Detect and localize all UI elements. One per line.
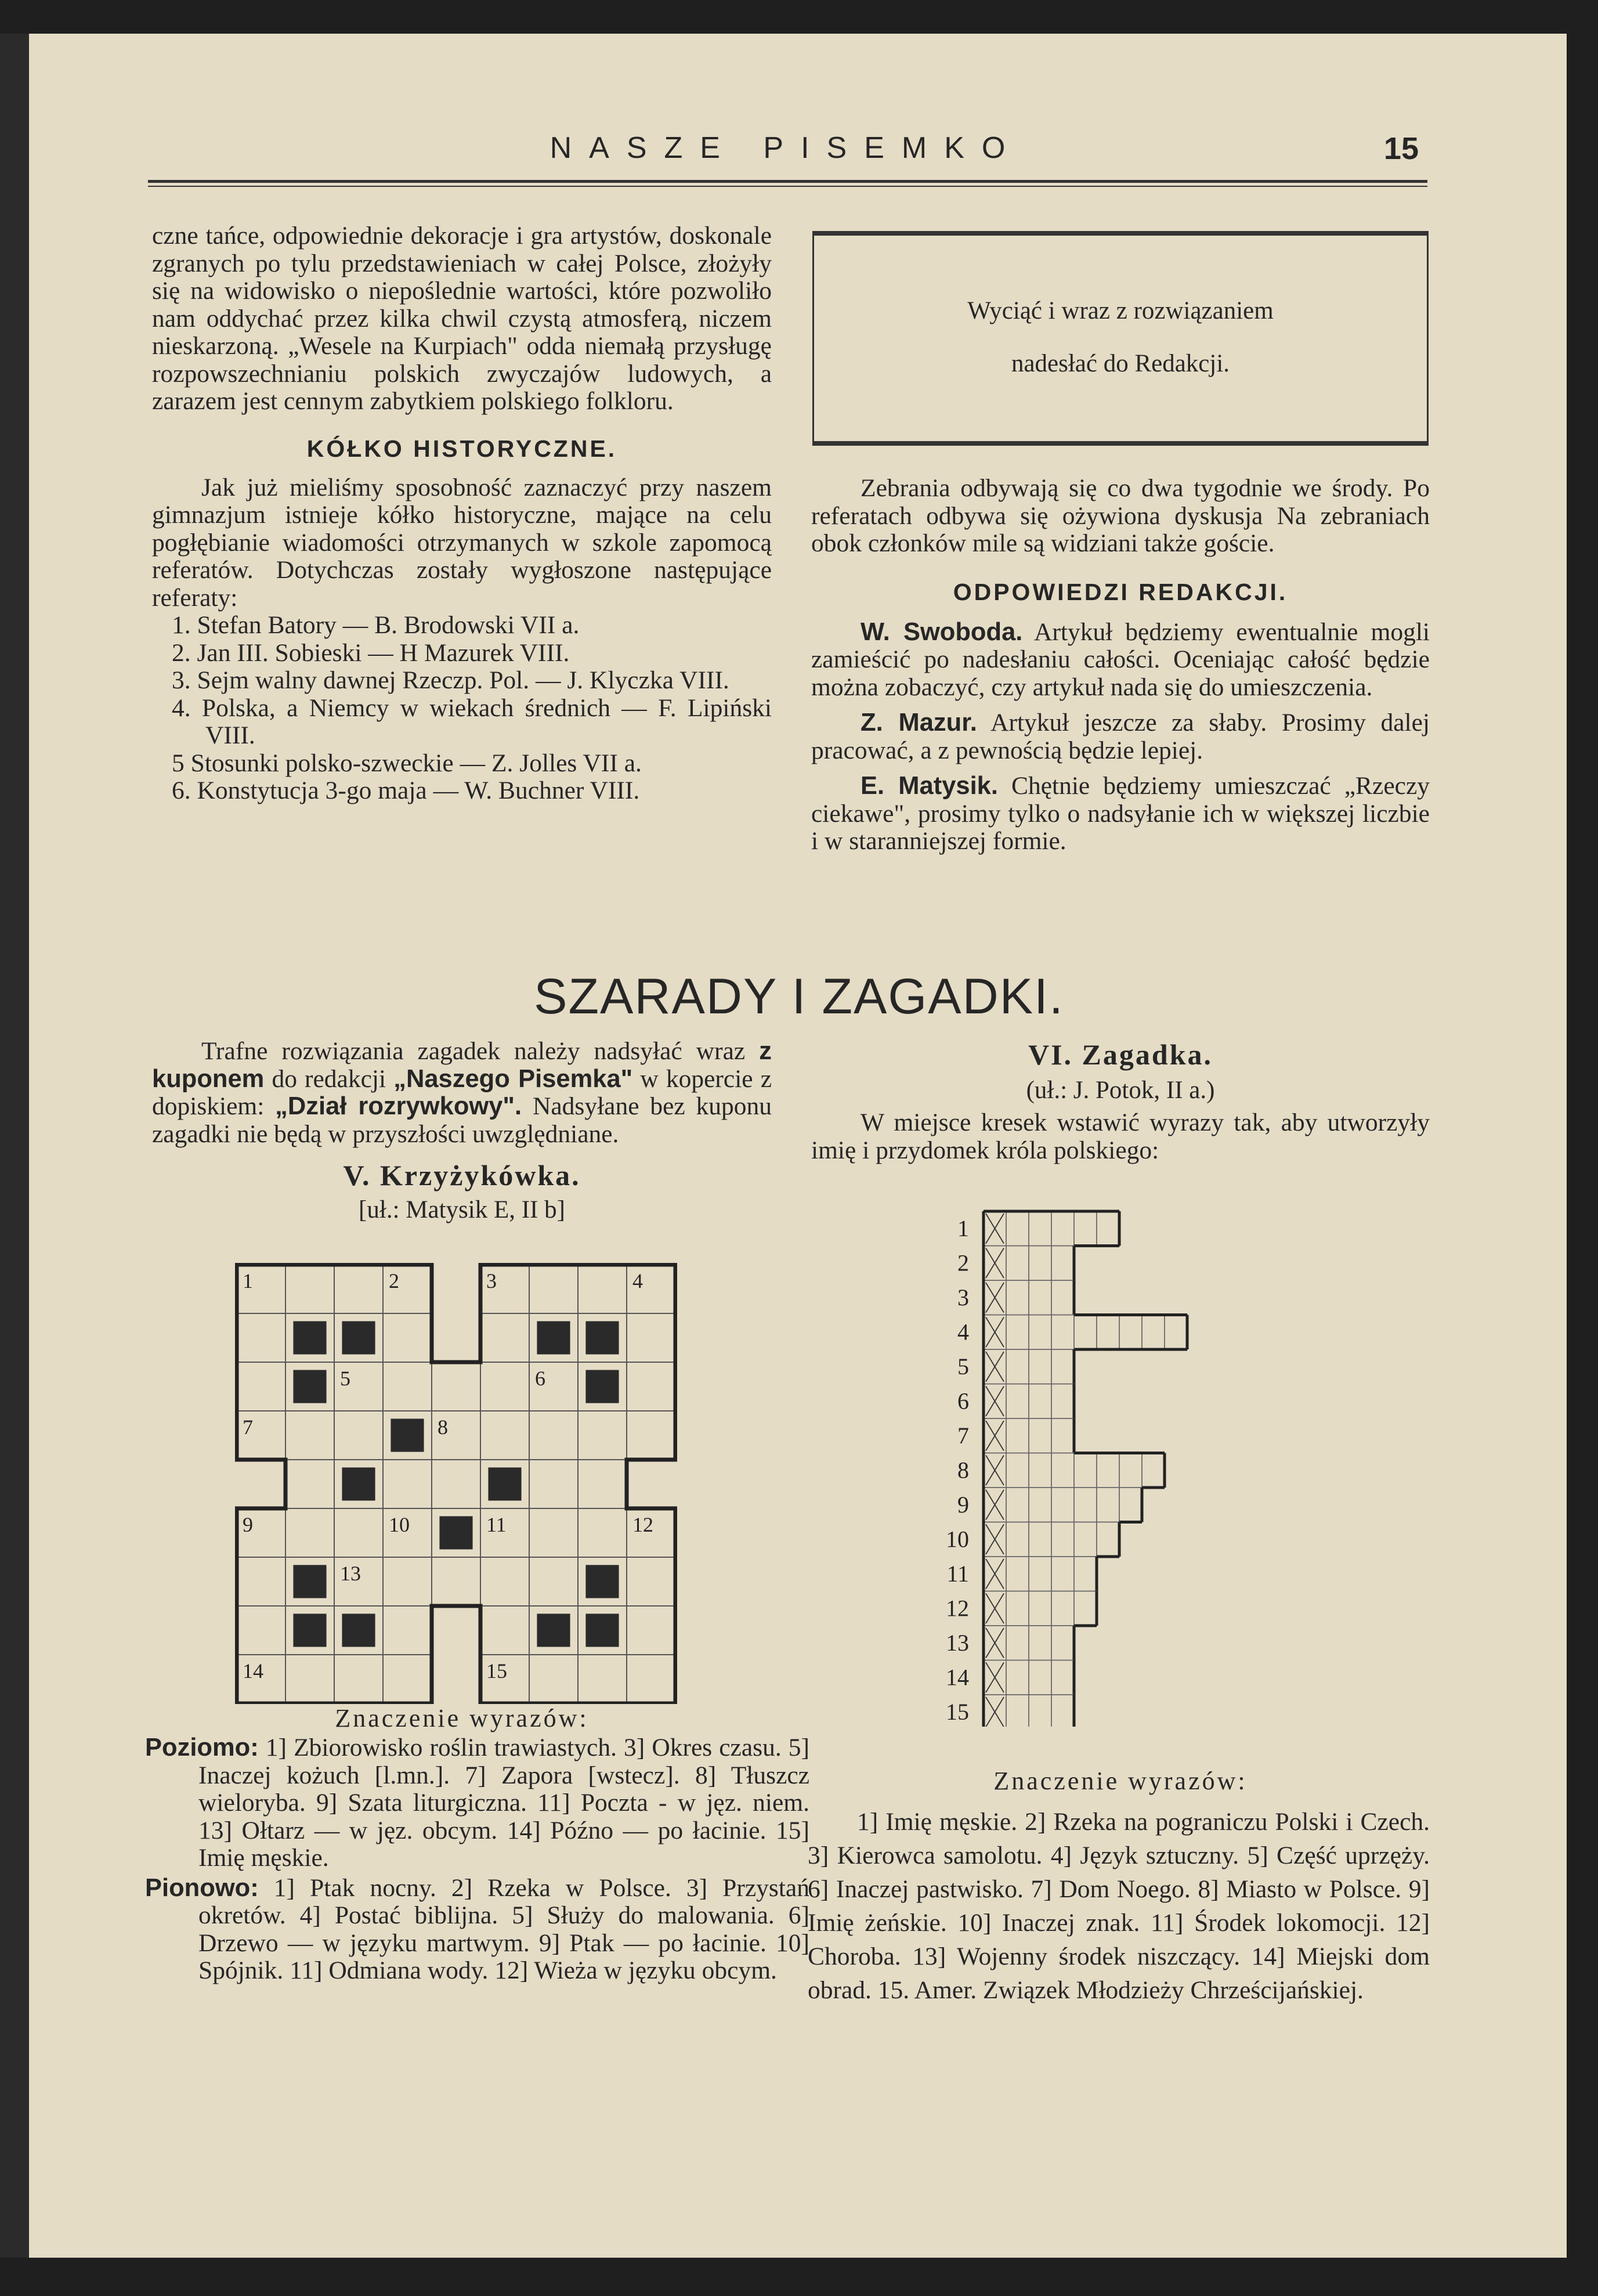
riddle-row-number: 12 [946, 1595, 969, 1622]
riddle-row-number: 13 [946, 1629, 969, 1656]
crossword-cell [627, 1655, 675, 1703]
black-square [537, 1613, 570, 1647]
crossword-cell [334, 1655, 383, 1703]
crossword-number: 6 [535, 1367, 545, 1390]
riddle-cell [1051, 1280, 1074, 1315]
black-square [585, 1321, 619, 1354]
page-number: 15 [1383, 131, 1419, 166]
riddle-cell [1029, 1522, 1051, 1557]
crossword-cell [432, 1362, 480, 1411]
riddle-row-number: 7 [957, 1422, 969, 1449]
riddle-cell [1029, 1557, 1051, 1591]
riddle-cell [1006, 1280, 1029, 1315]
crossword-cell [578, 1411, 627, 1460]
crossword-cell [529, 1508, 578, 1557]
riddle-cell [1051, 1557, 1074, 1591]
crossword-cell [480, 1313, 529, 1362]
crossword-cell [237, 1362, 285, 1411]
riddle-meanings [808, 1805, 1430, 2007]
crossword-meaning-title: Znaczenie wyrazów: [335, 1704, 589, 1732]
riddle-cell [1142, 1453, 1165, 1488]
riddle-cell [1074, 1315, 1097, 1350]
riddle-cell [1006, 1695, 1029, 1727]
riddle-cell [1051, 1522, 1074, 1557]
crossword-cell [627, 1411, 675, 1460]
riddle-row-number: 15 [946, 1698, 969, 1725]
riddle-cell [1029, 1246, 1051, 1281]
book-spine [0, 34, 29, 2258]
left-column-top [152, 222, 772, 805]
riddle-row-number: 10 [946, 1526, 969, 1553]
riddle-cell [1051, 1453, 1074, 1488]
zebrania-paragraph: Zebrania odbywają się co dwa tygodnie we środy. Po referatach odbywa się ożywiona dyskusja Na zebraniach obok członków mile są widziani także goście. [811, 474, 1430, 557]
riddle-cell [1165, 1315, 1187, 1350]
riddle-cell [1074, 1488, 1097, 1522]
riddle-cell [1097, 1488, 1119, 1522]
riddle-cell [1029, 1349, 1051, 1384]
riddle-cell [1029, 1626, 1051, 1660]
crossword-number: 12 [632, 1513, 653, 1536]
riddle-cell [1029, 1384, 1051, 1419]
kolko-heading: KÓŁKO HISTORYCZNE. [306, 435, 617, 462]
riddle-cell [1119, 1315, 1142, 1350]
crossword-cell [480, 1362, 529, 1411]
crossword-number: 8 [438, 1416, 448, 1439]
riddle-row-number: 5 [957, 1353, 969, 1380]
riddle-cell [1029, 1453, 1051, 1488]
black-square [585, 1565, 619, 1598]
black-square [342, 1613, 375, 1647]
crossword-cell [529, 1411, 578, 1460]
riddle-cell [1051, 1418, 1074, 1453]
riddle-cell [1006, 1626, 1029, 1660]
riddle-title: VI. Zagadka. [1028, 1038, 1213, 1071]
riddle-author: (uł.: J. Potok, II a.) [1026, 1077, 1215, 1104]
riddle-cell [1051, 1695, 1074, 1727]
riddle-cell [1097, 1315, 1119, 1350]
riddle-cell [1006, 1418, 1029, 1453]
riddle-cell [1142, 1315, 1165, 1350]
crossword-number: 3 [486, 1269, 497, 1293]
answer-item: W. Swoboda. Artykuł będziemy ewentualnie mogli zamieścić po nadesłaniu całości. Oceniając całość będzie można zobaczyć, czy artykuł nada się do umieszczenia. [811, 618, 1430, 701]
riddle-cell [1051, 1660, 1074, 1695]
riddle-cell [1051, 1488, 1074, 1522]
crossword-number: 2 [389, 1269, 399, 1293]
crossword-cell [334, 1411, 383, 1460]
crossword-cell [480, 1557, 529, 1606]
riddle-cell [1006, 1211, 1029, 1246]
riddle-cell [1006, 1591, 1029, 1626]
list-item: 6. Konstytucja 3-go maja — W. Buchner VIII. [172, 777, 640, 804]
riddle-cell [1119, 1453, 1142, 1488]
riddle-cell [1006, 1246, 1029, 1281]
crossword-cell [334, 1508, 383, 1557]
riddle-cell [1029, 1315, 1051, 1350]
crossword-cell [237, 1313, 285, 1362]
crossword-number: 10 [389, 1513, 410, 1536]
riddle-cell [1029, 1591, 1051, 1626]
crossword-cell [529, 1265, 578, 1313]
riddle-cell [1006, 1349, 1029, 1384]
answer-item: E. Matysik. Chętnie będziemy umieszczać „Rzeczy ciekawe", prosimy tylko o nadsyłanie ich w większej liczbie i w staranniejszej formie. [811, 772, 1430, 855]
riddle-cell [1029, 1211, 1051, 1246]
riddle-cell [1029, 1280, 1051, 1315]
crossword-cell [480, 1606, 529, 1655]
list-item: 5 Stosunki polsko-szweckie — Z. Jolles VII a. [172, 749, 642, 777]
crossword-cell [480, 1411, 529, 1460]
riddle-cell [1097, 1453, 1119, 1488]
riddle-cell [1097, 1522, 1119, 1557]
riddle-row-number: 1 [957, 1215, 969, 1241]
crossword-cell [383, 1460, 432, 1508]
crossword-number: 13 [340, 1562, 361, 1585]
riddle-row-number: 4 [957, 1319, 969, 1345]
crossword-number: 9 [243, 1513, 253, 1536]
crossword-cell [529, 1557, 578, 1606]
riddle-row-number: 3 [957, 1284, 969, 1311]
riddle-cell [1051, 1384, 1074, 1419]
riddle-instruction: W miejsce kresek wstawić wyrazy tak, aby utworzyły imię i przydomek króla polskiego: [811, 1109, 1430, 1164]
riddle-cell [1029, 1418, 1051, 1453]
crossword-cell [383, 1557, 432, 1606]
crossword-cell [237, 1606, 285, 1655]
cut-box-line-1: Wyciąć i wraz z rozwiązaniem [967, 297, 1274, 324]
riddle-row-number: 11 [946, 1560, 969, 1587]
list-item: 1. Stefan Batory — B. Brodowski VII a. [172, 611, 580, 639]
crossword-cell [237, 1557, 285, 1606]
crossword-cell [578, 1265, 627, 1313]
crossword-number: 1 [243, 1269, 253, 1293]
crossword-cell [627, 1313, 675, 1362]
riddle-cell [1029, 1695, 1051, 1727]
crossword-cell [627, 1362, 675, 1411]
riddle-cell [1029, 1488, 1051, 1522]
riddle-cell [1119, 1488, 1142, 1522]
crossword-number: 7 [243, 1416, 253, 1439]
crossword-cell [285, 1411, 334, 1460]
crossword-cell [383, 1313, 432, 1362]
riddle-row-number: 14 [946, 1664, 969, 1691]
crossword-cell [432, 1557, 480, 1606]
riddle-cell [1074, 1453, 1097, 1488]
crossword-number: 14 [243, 1659, 263, 1683]
crossword-cell [529, 1460, 578, 1508]
riddle-cell [1051, 1626, 1074, 1660]
header-rule [148, 180, 1427, 183]
black-square [342, 1321, 375, 1354]
page-header [148, 131, 1425, 165]
list-item: 3. Sejm walny dawnej Rzeczp. Pol. — J. Klyczka VIII. [172, 666, 729, 694]
crossword-cell [383, 1362, 432, 1411]
black-square [488, 1467, 521, 1500]
crossword-cell [432, 1460, 480, 1508]
black-square [585, 1370, 619, 1403]
riddle-cell [1051, 1349, 1074, 1384]
crossword-cell [578, 1508, 627, 1557]
riddle-cell [1074, 1591, 1097, 1626]
riddle-cell [1006, 1315, 1029, 1350]
riddle-cell [1006, 1660, 1029, 1695]
black-square [293, 1321, 326, 1354]
poziomo-clues: Poziomo: 1] Zbiorowisko roślin trawiastych. 3] Okres czasu. 5] Inaczej kożuch [l.mn.]. 7] Zapora [wstecz]. 8] Tłuszcz wieloryba. 9] Szata liturgiczna. 11] Poczta - w jęz. niem. 13] Ołtarz — w jęz. obcym. 14] Późno — po łacinie. 15] Imię męskie. [145, 1734, 810, 1872]
riddle-cell [1051, 1315, 1074, 1350]
crossword-author: [uł.: Matysik E, II b] [359, 1196, 565, 1223]
crossword-number: 5 [340, 1367, 350, 1390]
riddle-cell [1051, 1211, 1074, 1246]
riddle-cell [1074, 1522, 1097, 1557]
crossword-number: 15 [486, 1659, 507, 1683]
riddle-cell [1006, 1557, 1029, 1591]
black-square [342, 1467, 375, 1500]
cut-box-line-2: nadesłać do Redakcji. [1011, 350, 1230, 377]
riddle-cell [1006, 1522, 1029, 1557]
riddle-row-number: 8 [957, 1457, 969, 1483]
crossword-title: V. Krzyżykówka. [343, 1159, 581, 1192]
riddle-grid [940, 1204, 1300, 1727]
crossword-number: 4 [632, 1269, 643, 1293]
riddle-cell [1006, 1453, 1029, 1488]
riddle-row-number: 6 [957, 1388, 969, 1414]
riddle-cell [1006, 1488, 1029, 1522]
riddle-row-number: 9 [957, 1491, 969, 1518]
crossword-cell [285, 1460, 334, 1508]
crossword-cell [529, 1655, 578, 1703]
crossword-cell [285, 1508, 334, 1557]
right-column-bottom [811, 1038, 1430, 1164]
odpowiedzi-heading: ODPOWIEDZI REDAKCJI. [953, 578, 1288, 605]
black-square [391, 1418, 424, 1452]
riddle-row-number: 2 [957, 1250, 969, 1276]
riddle-cell [1074, 1557, 1097, 1591]
riddle-cell [1097, 1211, 1119, 1246]
riddle-cell [1029, 1660, 1051, 1695]
crossword-cell [627, 1557, 675, 1606]
wesele-paragraph: czne tańce, odpowiednie dekoracje i gra artystów, doskonale zgranych po tylu przedstawieniach w całej Polsce, złożyły się na widowisko o niepoślednie wartości, które pozwoliło nam oddychać przez kilka chwil czystą atmosferą, niczem nieskarzoną. „Wesele na Kurpiach" odda niemałą przysługę rozpowszechnianiu polskich zwyczajów ludowych, a zarazem jest cennym zabytkiem polskiego folkloru. [152, 222, 772, 415]
black-square [293, 1613, 326, 1647]
crossword-grid [235, 1263, 677, 1704]
right-column-top [811, 475, 1430, 855]
black-square [585, 1613, 619, 1647]
crossword-cell [578, 1460, 627, 1508]
riddle-cell [1006, 1384, 1029, 1419]
riddle-cell [1074, 1211, 1097, 1246]
riddle-meanings-text: 1] Imię męskie. 2] Rzeka na pograniczu Polski i Czech. 3] Kierowca samolotu. 4] Język sztuczny. 5] Część uprzęży. 6] Inaczej pastwisko. 7] Dom Noego. 8] Miasto w Polsce. 9] Imię żeńskie. 10] Inaczej znak. 11] Środek lokomocji. 12] Choroba. 13] Wojenny środek niszczący. 14] Miejski dom obrad. 15. Amer. Związek Młodzieży Chrześcijańskiej. [808, 1808, 1430, 2004]
answer-item: Z. Mazur. Artykuł jeszcze za słaby. Prosimy dalej pracować, a z pewnością będzie lepiej. [811, 709, 1430, 764]
black-square [537, 1321, 570, 1354]
black-square [293, 1370, 326, 1403]
riddle-cell [1051, 1246, 1074, 1281]
crossword-cell [285, 1265, 334, 1313]
section-title: SZARADY I ZAGADKI. [534, 969, 1064, 1024]
header-rule-thin [148, 186, 1427, 187]
cut-out-box [812, 231, 1429, 446]
referaty-list [152, 612, 772, 805]
list-item: 4. Polska, a Niemcy w wiekach średnich — F. Lipiński VIII. [172, 694, 772, 749]
riddle-cell [1051, 1591, 1074, 1626]
crossword-number: 11 [486, 1513, 507, 1536]
list-item: 2. Jan III. Sobieski — H Mazurek VIII. [172, 638, 570, 667]
kolko-paragraph: Jak już mieliśmy sposobność zaznaczyć przy naszem gimnazjum istnieje kółko historyczne, mające na celu pogłębianie wiadomości otrzymanych w szkole zapomocą referatów. Dotychczas zostały wygłoszone następujące referaty: [152, 473, 772, 612]
intro-paragraph: Trafne rozwiązania zagadek należy nadsyłać wraz z kuponem do redakcji „Naszego Pisemka" w kopercie z dopiskiem: „Dział rozrywkowy". Nadsyłane bez kuponu zagadki nie będą w przyszłości uwzględniane. [152, 1037, 772, 1148]
black-square [293, 1565, 326, 1598]
crossword-cell [383, 1655, 432, 1703]
crossword-cell [578, 1655, 627, 1703]
black-square [439, 1516, 472, 1549]
pionowo-clues: Pionowo: 1] Ptak nocny. 2] Rzeka w Polsce. 3] Przystań okretów. 4] Postać biblijna. 5] Służy do malowania. 6] Drzewo — w języku martwym. 9] Ptak — po łacinie. 10] Spójnik. 11] Odmiana wody. 12] Wieża w języku obcym. [145, 1873, 809, 1984]
crossword-cell [627, 1606, 675, 1655]
crossword-cell [285, 1655, 334, 1703]
crossword-clues [145, 1734, 809, 1985]
left-column-bottom [152, 1038, 772, 1224]
journal-title: NASZE PISEMKO [549, 131, 1023, 165]
crossword-cell [383, 1606, 432, 1655]
riddle-meaning-title: Znaczenie wyrazów: [993, 1767, 1248, 1795]
crossword-cell [334, 1265, 383, 1313]
